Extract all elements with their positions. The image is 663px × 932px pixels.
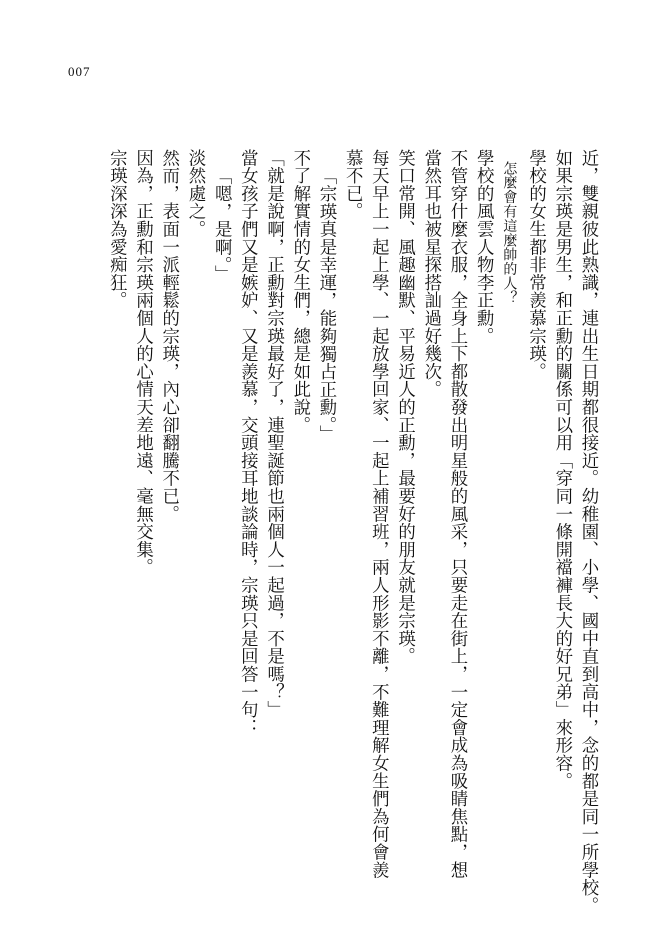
text-line: 宗瑛深深為愛痴狂。 [106,149,127,310]
text-line: 「宗瑛真是幸運，能夠獨占正勳。」 [315,167,336,444]
text-line: 不了解實情的女生們，總是如此說。 [289,149,310,434]
text-line: 笑口常開、風趣幽默、平易近人的正勳，最要好的朋友就是宗瑛。 [394,149,415,666]
text-line: 不管穿什麼衣服，全身上下都散發出明星般的風采，只要走在街上，一定會成為吸睛焦點，想 [446,149,467,879]
text-line: 如果宗瑛是男生，和正勳的關係可以用「穿同一條開襠褲長大的好兄弟」來形容。 [551,149,572,790]
text-line: 淡然處之。 [184,149,205,238]
text-line: 學校的女生都非常羨慕宗瑛。 [525,149,546,381]
text-line: 「就是說啊，正勳對宗瑛最好了，連聖誕節也兩個人一起過，不是嗎？」 [263,149,284,719]
text-line: 近，雙親彼此熟識，連出生日期都很接近。幼稚園、小學、國中直到高中，念的都是同一所學校。 [578,149,598,915]
body-text [103,149,601,915]
page-number: 007 [68,64,91,79]
text-line: 「嗯，是啊。」 [211,167,232,283]
text-line: 慕不已。 [342,149,363,221]
text-line-italic: 怎麼會有這麼帥的人？ [501,161,518,305]
text-line: 當然耳也被星探搭訕過好幾次。 [420,149,441,399]
text-line: 然而，表面一派輕鬆的宗瑛，內心卻翻騰不已。 [158,149,179,523]
text-line: 學校的風雲人物李正勳。 [473,149,494,345]
text-line: 當女孩子們又是嫉妒、又是羨慕，交頭接耳地談論時，宗瑛只是回答一句： [237,149,258,737]
text-line: 因為，正勳和宗瑛兩個人的心情天差地遠、毫無交集。 [132,149,153,577]
text-line: 每天早上一起上學、一起放學回家、一起上補習班，兩人形影不離，不難理解女生們為何會羨 [368,149,389,879]
